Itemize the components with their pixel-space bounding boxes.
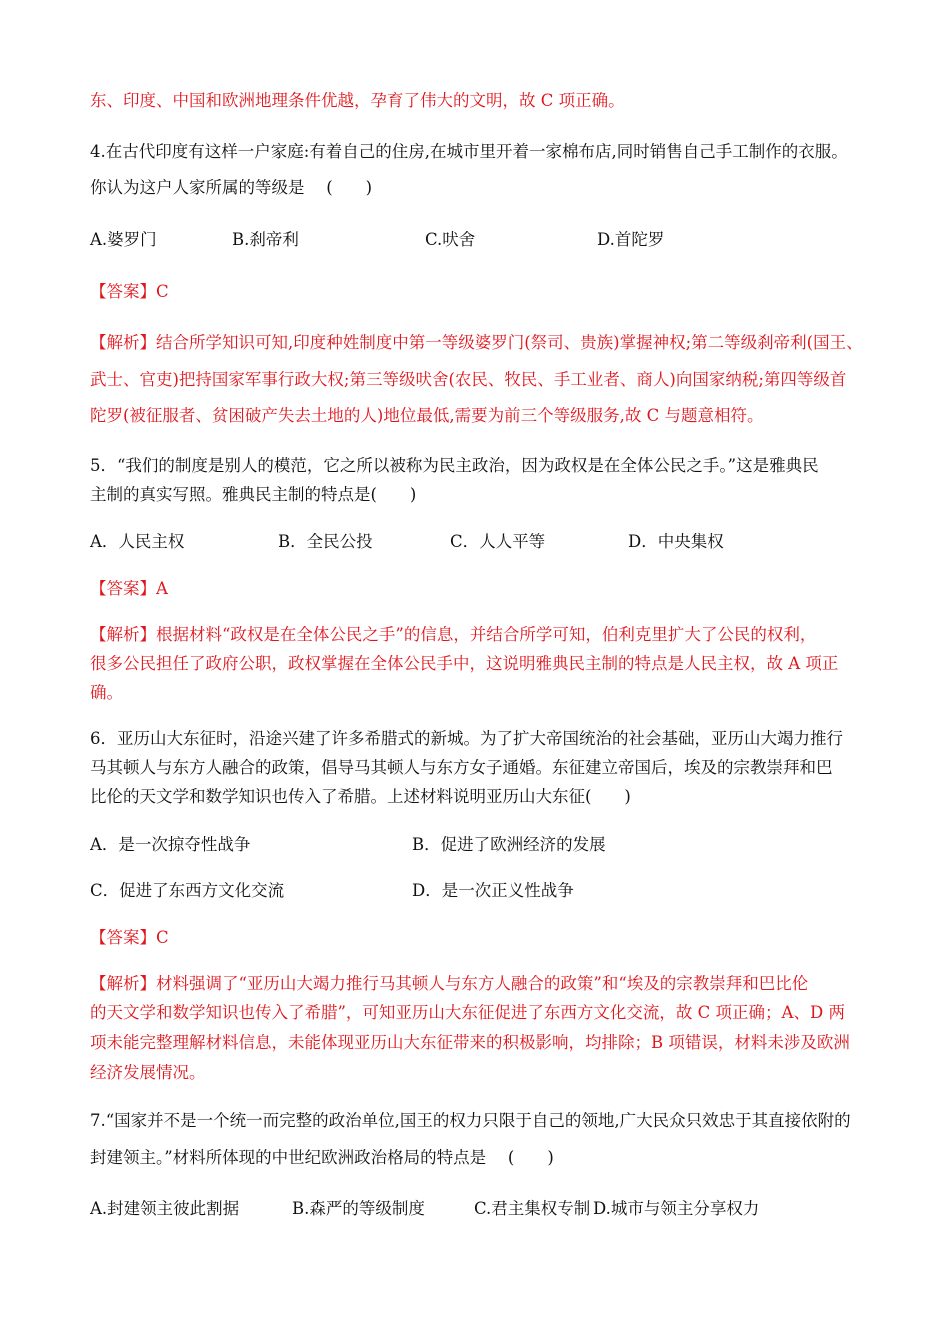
q4-option-d: D.首陀罗 [597, 230, 665, 249]
q4-stem-line-1: 4.在古代印度有这样一户家庭:有着自己的住房,在城市里开着一家棉布店,同时销售自己手工制作的衣服。 [90, 142, 848, 161]
q6-option-c: C．促进了东西方文化交流 [90, 881, 285, 900]
q5-stem-line-1: 5．“我们的制度是别人的模范，它之所以被称为民主政治，因为政权是在全体公民之手。”这是雅典民 [90, 456, 819, 475]
q5-option-b: B．全民公投 [278, 532, 373, 551]
q4-analysis-line-1: 【解析】结合所学知识可知,印度种姓制度中第一等级婆罗门(祭司、贵族)掌握神权;第二等级刹帝利(国王、 [90, 333, 863, 352]
q4-option-c: C.吠舍 [425, 230, 476, 249]
q3-analysis-end: 东、印度、中国和欧洲地理条件优越，孕育了伟大的文明，故 C 项正确。 [90, 91, 625, 110]
q6-option-b: B．促进了欧洲经济的发展 [412, 835, 606, 854]
q6-stem-line-1: 6．亚历山大东征时，沿途兴建了许多希腊式的新城。为了扩大帝国统治的社会基础，亚历山大竭力推行 [90, 729, 843, 748]
q6-answer: 【答案】C [90, 928, 169, 947]
q6-analysis-line-1: 【解析】材料强调了“亚历山大竭力推行马其顿人与东方人融合的政策”和“埃及的宗教崇拜和巴比伦 [90, 974, 809, 993]
q5-stem-line-2: 主制的真实写照。雅典民主制的特点是( ) [90, 485, 417, 504]
q6-option-d: D．是一次正义性战争 [412, 881, 574, 900]
q4-stem-line-2: 你认为这户人家所属的等级是 ( ) [90, 178, 373, 197]
q7-stem-line-1: 7.“国家并不是一个统一而完整的政治单位,国王的权力只限于自己的领地,广大民众只效忠于其直接依附的 [90, 1111, 851, 1130]
q5-option-d: D．中央集权 [628, 532, 724, 551]
q4-answer: 【答案】C [90, 282, 169, 301]
q5-answer: 【答案】A [90, 579, 168, 598]
q4-analysis-line-3: 陀罗(被征服者、贫困破产失去土地的人)地位最低,需要为前三个等级服务,故 C 与题意相符。 [90, 406, 764, 425]
q7-option-a: A.封建领主彼此割据 [90, 1199, 240, 1218]
q4-option-b: B.刹帝利 [232, 230, 299, 249]
q6-analysis-line-2: 的天文学和数学知识也传入了希腊”，可知亚历山大东征促进了东西方文化交流，故 C 项正确；A、D 两 [90, 1003, 845, 1022]
q5-analysis-line-2: 很多公民担任了政府公职，政权掌握在全体公民手中，这说明雅典民主制的特点是人民主权，故 A 项正 [90, 654, 839, 673]
q5-option-a: A．人民主权 [90, 532, 185, 551]
q7-option-b: B.森严的等级制度 [292, 1199, 425, 1218]
q7-option-c: C.君主集权专制 [474, 1199, 591, 1218]
q5-analysis-line-1: 【解析】根据材料“政权是在全体公民之手”的信息，并结合所学可知，伯利克里扩大了公民的权利， [90, 625, 817, 644]
q4-analysis-line-2: 武士、官吏)把持国家军事行政大权;第三等级吠舍(农民、牧民、手工业者、商人)向国家纳税;第四等级首 [90, 370, 847, 389]
q6-stem-line-2: 马其顿人与东方人融合的政策，倡导马其顿人与东方女子通婚。东征建立帝国后，埃及的宗教崇拜和巴 [90, 758, 833, 777]
q6-analysis-line-3: 项未能完整理解材料信息，未能体现亚历山大东征带来的积极影响，均排除；B 项错误，材料未涉及欧洲 [90, 1033, 850, 1052]
q4-option-a: A.婆罗门 [90, 230, 157, 249]
q5-option-c: C．人人平等 [450, 532, 546, 551]
q6-stem-line-3: 比伦的天文学和数学知识也传入了希腊。上述材料说明亚历山大东征( ) [90, 787, 631, 806]
q7-stem-line-2: 封建领主。”材料所体现的中世纪欧洲政治格局的特点是 ( ) [90, 1148, 554, 1167]
q6-option-a: A．是一次掠夺性战争 [90, 835, 251, 854]
q5-analysis-line-3: 确。 [90, 683, 123, 702]
q7-option-d: D.城市与领主分享权力 [593, 1199, 760, 1218]
q6-analysis-line-4: 经济发展情况。 [90, 1063, 206, 1082]
